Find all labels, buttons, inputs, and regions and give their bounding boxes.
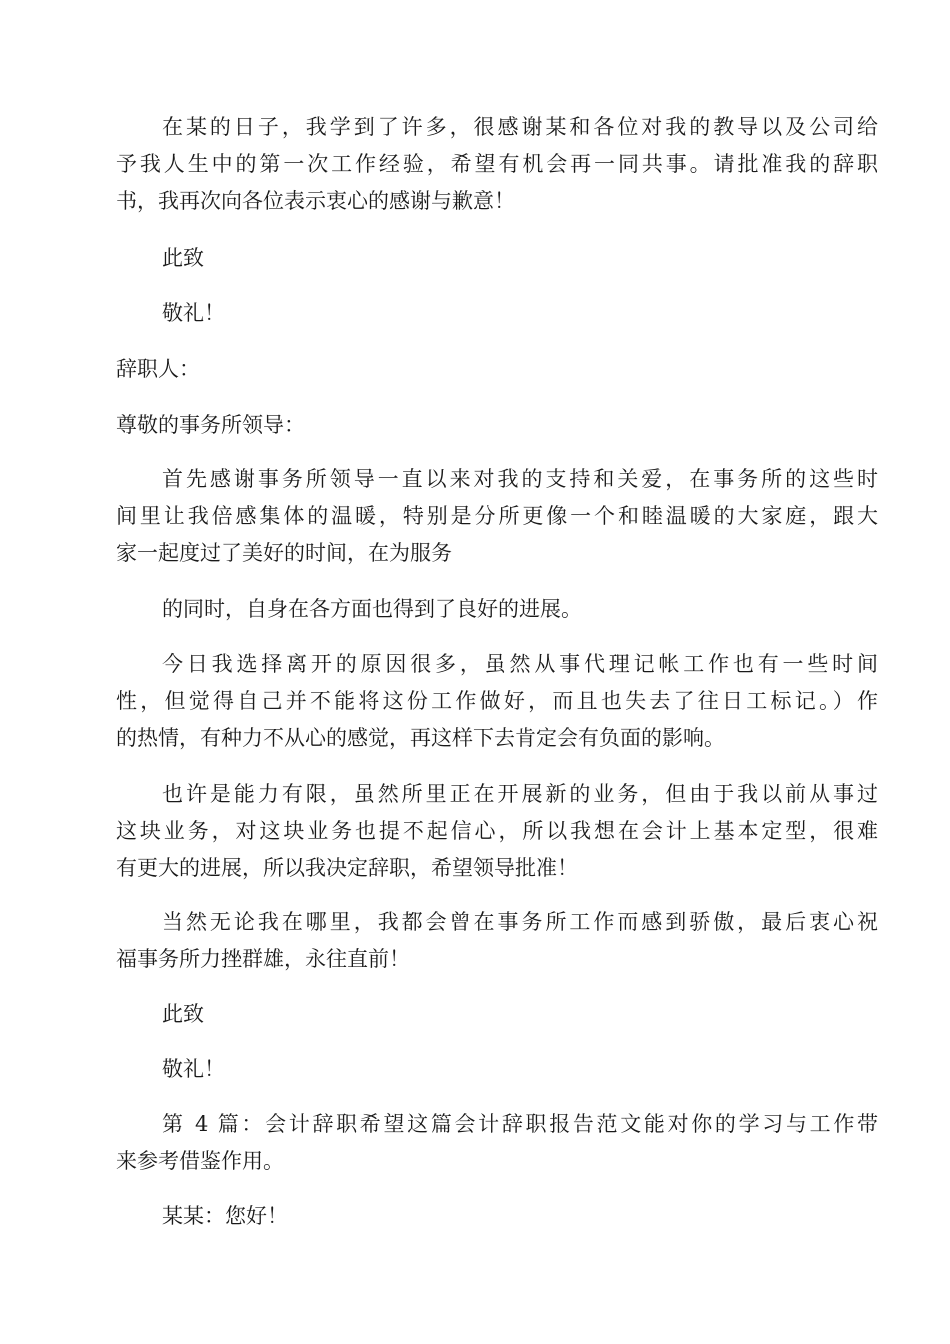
- text-line: 敬礼！: [162, 301, 225, 325]
- closing-salutation: [116, 996, 878, 1033]
- letter-greeting: [116, 407, 832, 444]
- text-line: 在某的日子，我学到了许多，很感谢某和各位对我的教导以及公司给: [162, 115, 878, 139]
- text-line: 此致: [162, 246, 204, 270]
- text-line: 也许是能力有限，虽然所里正在开展新的业务，但由于我以前从事过: [162, 782, 878, 806]
- text-line: 性，但觉得自己并不能将这份工作做好，而且也失去了往日工标记。）作: [116, 689, 878, 713]
- closing-salutation: [116, 240, 878, 277]
- text-line: 此致: [162, 1002, 204, 1026]
- signature-label: [116, 351, 832, 388]
- text-line: 的热情，有种力不从心的感觉，再这样下去肯定会有负面的影响。: [116, 726, 725, 750]
- text-line: 今日我选择离开的原因很多，虽然从事代理记帐工作也有一些时间: [162, 652, 878, 676]
- text-line: 辞职人：: [116, 357, 200, 381]
- paragraph-reason: [116, 646, 878, 757]
- text-line: 福事务所力挫群雄，永往直前！: [116, 947, 410, 971]
- text-line: 敬礼！: [162, 1057, 225, 1081]
- text-line: 书，我再次向各位表示衷心的感谢与歉意！: [116, 189, 515, 213]
- text-line: 间里让我倍感集体的温暖，特别是分所更像一个和睦温暖的大家庭，跟大: [116, 504, 878, 528]
- text-line: 第 4 篇：会计辞职希望这篇会计辞职报告范文能对你的学习与工作带: [162, 1112, 878, 1136]
- paragraph-ability: [116, 776, 878, 887]
- text-line: 当然无论我在哪里，我都会曾在事务所工作而感到骄傲，最后衷心祝: [162, 910, 878, 934]
- paragraph-progress: [116, 591, 878, 628]
- closing-regards: [116, 295, 878, 332]
- text-line: 予我人生中的第一次工作经验，希望有机会再一同共事。请批准我的辞职: [116, 152, 878, 176]
- paragraph-blessing: [116, 904, 878, 978]
- text-line: 尊敬的事务所领导：: [116, 413, 305, 437]
- closing-regards: [116, 1051, 878, 1088]
- text-line: 某某：您好！: [162, 1204, 288, 1228]
- text-line: 首先感谢事务所领导一直以来对我的支持和关爱，在事务所的这些时: [162, 467, 878, 491]
- section-heading-part-4: [116, 1106, 878, 1180]
- text-line: 家一起度过了美好的时间，在为服务: [116, 541, 452, 565]
- text-line: 有更大的进展，所以我决定辞职，希望领导批准！: [116, 856, 578, 880]
- letter-greeting: [116, 1198, 878, 1235]
- text-line: 的同时，自身在各方面也得到了良好的进展。: [162, 597, 582, 621]
- text-line: 这块业务，对这块业务也提不起信心，所以我想在会计上基本定型，很难: [116, 819, 878, 843]
- paragraph-thanks: [116, 461, 878, 572]
- paragraph-gratitude: [116, 109, 878, 220]
- text-line: 来参考借鉴作用。: [116, 1149, 284, 1173]
